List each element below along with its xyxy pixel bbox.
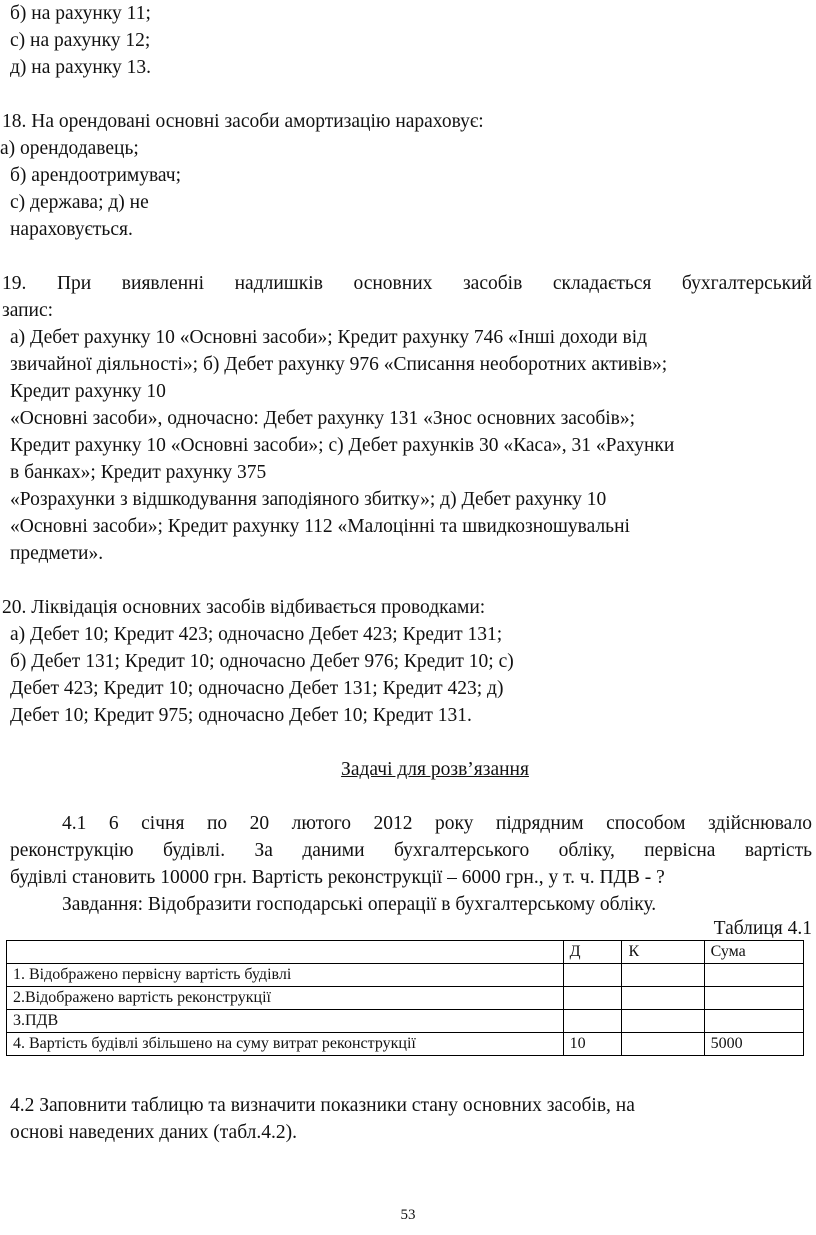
table-cell-operation: 4. Вартість будівлі збільшено на суму витрат реконструкції [7, 1033, 564, 1056]
table-4-1 [6, 940, 804, 1056]
q18-question: 18. На орендовані основні засоби амортизацію нараховує: [2, 111, 484, 132]
q18-option-cd: с) держава; д) не [10, 192, 149, 213]
q18-option-b: б) арендоотримувач; [10, 165, 182, 186]
q20-line: Дебет 423; Кредит 10; одночасно Дебет 131; Кредит 423; д) [10, 678, 504, 699]
q19-line: Кредит рахунку 10 «Основні засоби»; с) Дебет рахунків 30 «Каса», 31 «Рахунки [10, 435, 675, 456]
table-cell-credit [622, 1033, 704, 1056]
task-4-1-assignment: Завдання: Відобразити господарські операції в бухгалтерському обліку. [62, 894, 657, 915]
q19-question: 19. При виявленні надлишків основних засобів складається бухгалтерський [2, 273, 812, 294]
table-cell-operation: 2.Відображено вартість реконструкції [7, 987, 564, 1010]
q19-line: а) Дебет рахунку 10 «Основні засоби»; Кредит рахунку 746 «Інші доходи від [10, 327, 648, 348]
q19-question-cont: запис: [2, 300, 54, 321]
q19-line: звичайної діяльності»; б) Дебет рахунку 976 «Списання необоротних активів»; [10, 354, 668, 375]
table-cell-credit [622, 1010, 704, 1033]
task-4-2-line: 4.2 Заповнити таблицю та визначити показники стану основних засобів, на [10, 1095, 635, 1116]
tasks-heading: Задачі для розв’язання [341, 759, 529, 780]
table-cell-debit [563, 987, 622, 1010]
table-row [7, 1010, 804, 1033]
table-cell-operation: 3.ПДВ [7, 1010, 564, 1033]
q17-option-c: с) на рахунку 12; [10, 30, 151, 51]
q20-line: а) Дебет 10; Кредит 423; одночасно Дебет 423; Кредит 131; [10, 624, 503, 645]
table-row [7, 987, 804, 1010]
table-row [7, 1033, 804, 1056]
q18-option-cd-cont: нараховується. [10, 219, 133, 240]
q19-line: «Основні засоби»; Кредит рахунку 112 «Малоцінні та швидкозношувальні [10, 516, 630, 537]
q19-line: «Основні засоби», одночасно: Дебет рахунку 131 «Знос основних засобів»; [10, 408, 636, 429]
table-header-cell-debit: Д [563, 941, 622, 964]
task-4-1-line: 4.1 6 січня по 20 лютого 2012 року підрядним способом здійснювало [62, 813, 812, 834]
q20-question: 20. Ліквідація основних засобів відбивається проводками: [2, 597, 486, 618]
table-header-cell-sum: Сума [704, 941, 803, 964]
table-cell-credit [622, 964, 704, 987]
table-cell-sum [704, 1010, 803, 1033]
task-4-1-line: будівлі становить 10000 грн. Вартість реконструкції – 6000 грн., у т. ч. ПДВ - ? [10, 867, 665, 888]
q19-line: Кредит рахунку 10 [10, 381, 166, 402]
table-cell-sum: 5000 [704, 1033, 803, 1056]
q17-option-d: д) на рахунку 13. [10, 57, 152, 78]
table-cell-debit [563, 1010, 622, 1033]
table-header-cell-credit: К [622, 941, 704, 964]
q19-line: в банках»; Кредит рахунку 375 [10, 462, 267, 483]
table-caption: Таблиця 4.1 [713, 918, 812, 939]
table-cell-credit [622, 987, 704, 1010]
table-cell-sum [704, 964, 803, 987]
q18-option-a: а) орендодавець; [0, 138, 139, 159]
q17-option-b: б) на рахунку 11; [10, 3, 151, 24]
task-4-2-line: основі наведених даних (табл.4.2). [10, 1122, 297, 1143]
table-row [7, 964, 804, 987]
page-number: 53 [400, 1207, 416, 1223]
q19-line: предмети». [10, 543, 104, 564]
table-cell-operation: 1. Відображено первісну вартість будівлі [7, 964, 564, 987]
q20-line: б) Дебет 131; Кредит 10; одночасно Дебет 976; Кредит 10; с) [10, 651, 514, 672]
table-cell-debit [563, 964, 622, 987]
table-cell-sum [704, 987, 803, 1010]
q19-line: «Розрахунки з відшкодування заподіяного збитку»; д) Дебет рахунку 10 [10, 489, 607, 510]
task-4-1-line: реконструкцію будівлі. За даними бухгалтерського обліку, первісна вартість [10, 840, 812, 861]
table-cell-debit: 10 [563, 1033, 622, 1056]
table-header-row [7, 941, 804, 964]
table-header-cell [7, 941, 564, 964]
q20-line: Дебет 10; Кредит 975; одночасно Дебет 10; Кредит 131. [10, 705, 472, 726]
